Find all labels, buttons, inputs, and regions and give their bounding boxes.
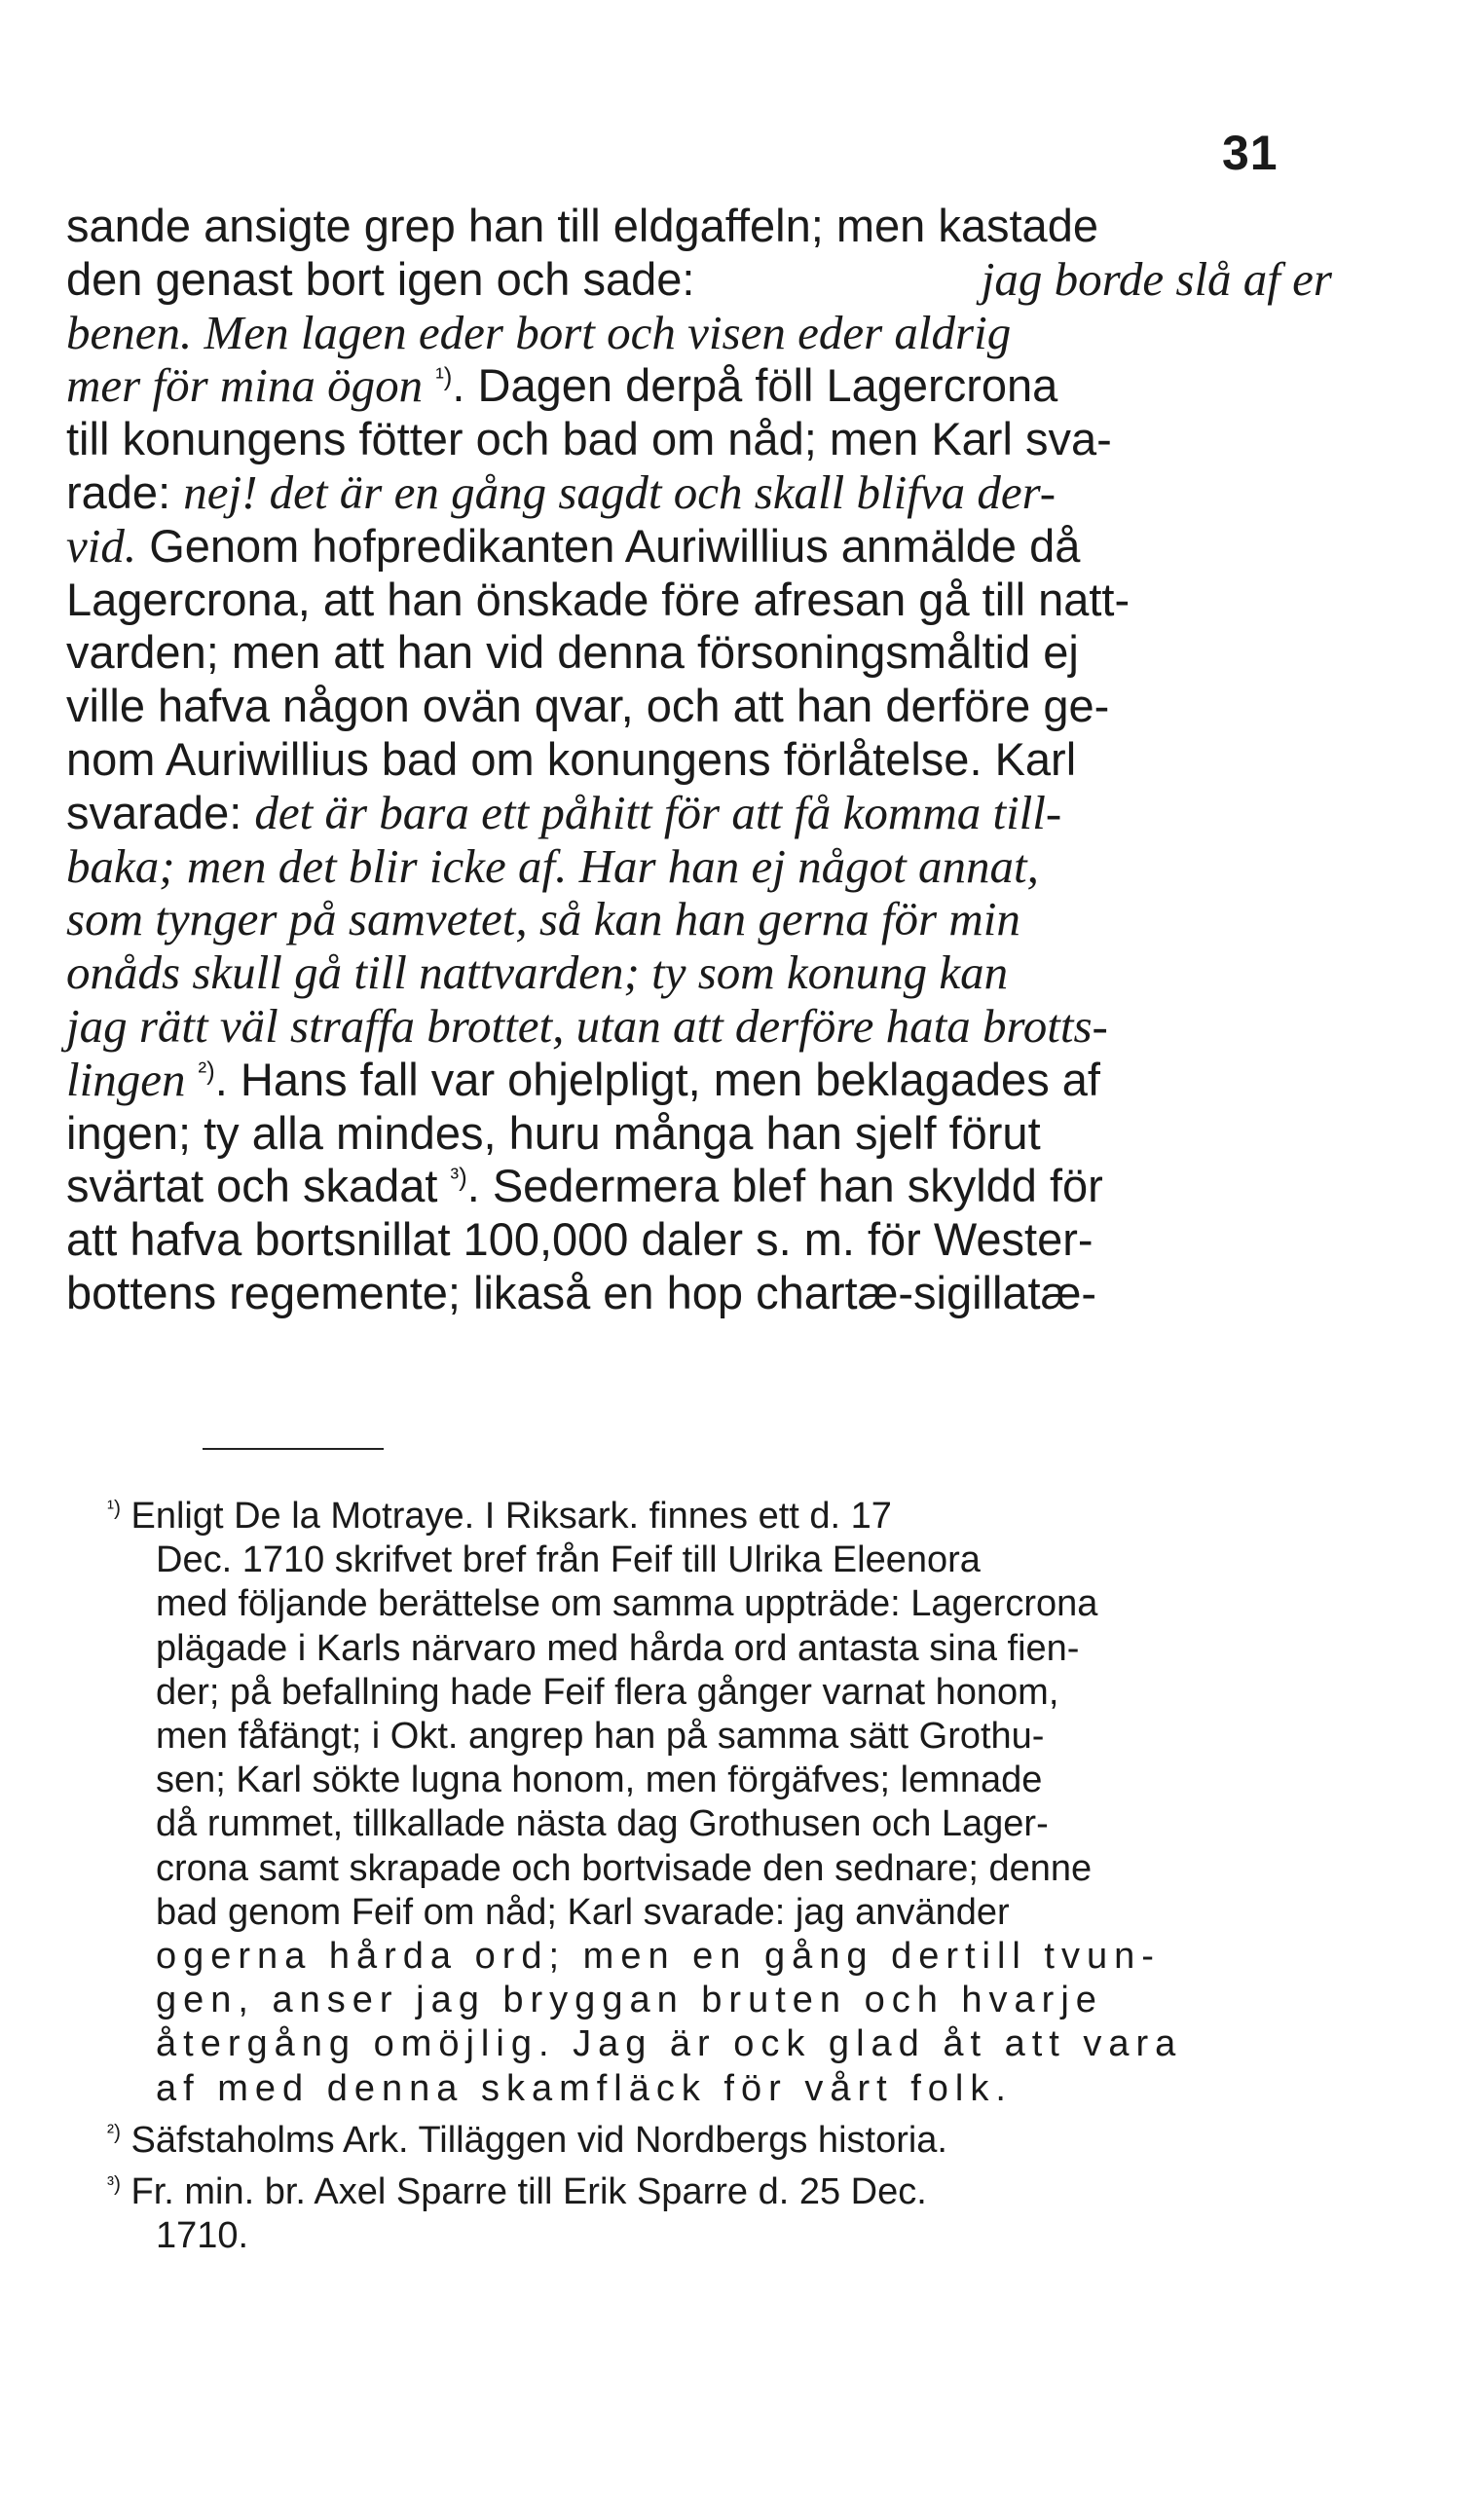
text-line [66, 1054, 1332, 1107]
text-span: till konungens fötter och bad om nåd; men Karl sva- [66, 413, 1112, 465]
text-line [66, 359, 1332, 413]
footnote-text: plägade i Karls närvaro med hårda ord antasta sina fien- [156, 1627, 1080, 1669]
text-line [66, 307, 1332, 360]
footnote-text: då rummet, tillkallade nästa dag Grothusen och Lager- [156, 1803, 1049, 1845]
text-line [66, 520, 1332, 574]
footnote-text: crona samt skrapade och bortvisade den sednare; denne [156, 1847, 1093, 1889]
footnote-text: bad genom Feif om nåd; Karl svarade: jag använder [156, 1891, 1010, 1933]
footnote-line [107, 1627, 1285, 1671]
text-line [66, 1213, 1332, 1267]
italic-speech: onåds skull gå till nattvarden; ty som konung kan [66, 945, 1009, 1000]
italic-speech: mer för mina ögon [66, 358, 424, 413]
footnote-ref: ³) [450, 1164, 467, 1192]
text-line [66, 893, 1332, 946]
footnote-line [107, 1495, 1285, 1538]
text-span: . Sedermera blef han skyldd för [466, 1160, 1103, 1212]
footnote-divider [203, 1448, 384, 1450]
footnote-line [107, 2067, 1285, 2111]
footnote-line [107, 1935, 1285, 1979]
text-span: bottens regemente; likaså en hop chartæ-sigillatæ- [66, 1266, 1097, 1318]
text-line [66, 253, 1332, 307]
footnote-text: Dec. 1710 skrifvet bref från Feif till Ulrika Eleenora [156, 1539, 981, 1581]
footnote-line [107, 2214, 1285, 2258]
footnote-ref: ¹) [435, 363, 453, 391]
italic-speech: som tynger på samvetet, så kan han gerna för min [66, 892, 1020, 946]
text-line [66, 413, 1332, 466]
text-line [66, 1107, 1332, 1161]
text-line [66, 840, 1332, 894]
italic-speech: jag borde slå af er [981, 251, 1332, 306]
footnote-marker: ²) [107, 2121, 121, 2144]
text-span: varden; men att han vid denna försoningsmåltid ej [66, 626, 1079, 679]
text-line [66, 574, 1332, 627]
text-line [66, 680, 1332, 733]
text-line [66, 1267, 1332, 1320]
text-line [66, 733, 1332, 787]
text-span: svarade: [66, 786, 242, 838]
footnote-marker: ¹) [107, 1497, 121, 1520]
main-text [66, 200, 1332, 1320]
footnote-text: med följande berättelse om samma uppträde: Lagercrona [156, 1583, 1098, 1625]
text-span: Lagercrona, att han önskade före afresan gå till natt- [66, 573, 1131, 625]
footnote-text: af med denna skamfläck för vårt folk. [156, 2067, 1013, 2109]
footnote-text: ogerna hårda ord; men en gång dertill tvun- [156, 1936, 1161, 1978]
footnote-text: återgång omöjlig. Jag är ock glad åt att vara [156, 2023, 1183, 2065]
text-span: nom Auriwillius bad om konungens förlåtelse. Karl [66, 732, 1077, 785]
footnote-line [107, 1802, 1285, 1846]
text-span: . Hans fall var ohjelpligt, men beklagades af [214, 1053, 1100, 1105]
text-line [66, 200, 1332, 253]
italic-speech: jag rätt väl straffa brottet, utan att derföre hata brotts- [66, 998, 1108, 1053]
text-span: att hafva bortsnillat 100,000 daler s. m. för Wester- [66, 1213, 1094, 1266]
italic-speech: vid. [66, 518, 137, 573]
footnote-line [107, 2022, 1285, 2066]
footnote-line [107, 1538, 1285, 1582]
footnote-text: men fåfängt; i Okt. angrep han på samma sätt Grothu- [156, 1716, 1045, 1758]
footnote-text: gen, anser jag bryggan bruten och hvarje [156, 1980, 1103, 2021]
footnote-line [107, 2119, 1285, 2163]
text-span: Genom hofpredikanten Auriwillius anmälde då [149, 519, 1081, 572]
italic-speech: baka; men det blir icke af. Har han ej något annat, [66, 838, 1039, 893]
text-line [66, 626, 1332, 680]
italic-speech: lingen [66, 1052, 186, 1106]
italic-speech: det är bara ett påhitt för att få komma till- [254, 785, 1062, 839]
text-span: den genast bort igen och sade: [66, 252, 695, 305]
footnote-text: der; på befallning hade Feif flera gånger varnat honom, [156, 1671, 1059, 1713]
text-span: sande ansigte grep han till eldgaffeln; men kastade [66, 200, 1098, 251]
footnote-text: sen; Karl sökte lugna honom, men förgäfves; lemnade [156, 1760, 1043, 1801]
text-line [66, 1160, 1332, 1213]
footnotes [107, 1495, 1285, 2258]
text-line [66, 1000, 1332, 1054]
italic-speech: benen. Men lagen eder bort och visen eder aldrig [66, 305, 1012, 359]
footnote-line [107, 1582, 1285, 1626]
text-span: . Dagen derpå föll Lagercrona [452, 359, 1058, 412]
footnote-line [107, 1759, 1285, 1802]
page-number: 31 [1222, 126, 1279, 180]
footnote-text: 1710. [156, 2215, 249, 2257]
footnote-text: Fr. min. br. Axel Sparre till Erik Sparre d. 25 Dec. [130, 2171, 927, 2213]
text-line [66, 946, 1332, 1000]
footnote-text: Enligt De la Motraye. I Riksark. finnes ett d. 17 [130, 1496, 892, 1537]
text-span: ingen; ty alla mindes, huru många han sjelf förut [66, 1106, 1041, 1159]
footnote-text: Säfstaholms Ark. Tilläggen vid Nordbergs historia. [130, 2119, 947, 2161]
footnote-line [107, 1715, 1285, 1759]
italic-speech: nej! det är en gång sagdt och skall blifva der- [183, 464, 1057, 519]
footnote-line [107, 1891, 1285, 1935]
footnote-line [107, 1671, 1285, 1715]
text-line [66, 466, 1332, 520]
footnote-line [107, 2170, 1285, 2214]
text-span: ville hafva någon ovän qvar, och att han derföre ge- [66, 680, 1110, 732]
footnote-line [107, 1847, 1285, 1891]
text-span: rade: [66, 465, 171, 518]
text-span: svärtat och skadat [66, 1160, 438, 1212]
text-line [66, 787, 1332, 840]
footnote-marker: ³) [107, 2172, 121, 2196]
footnote-line [107, 1979, 1285, 2022]
footnote-ref: ²) [198, 1057, 215, 1086]
